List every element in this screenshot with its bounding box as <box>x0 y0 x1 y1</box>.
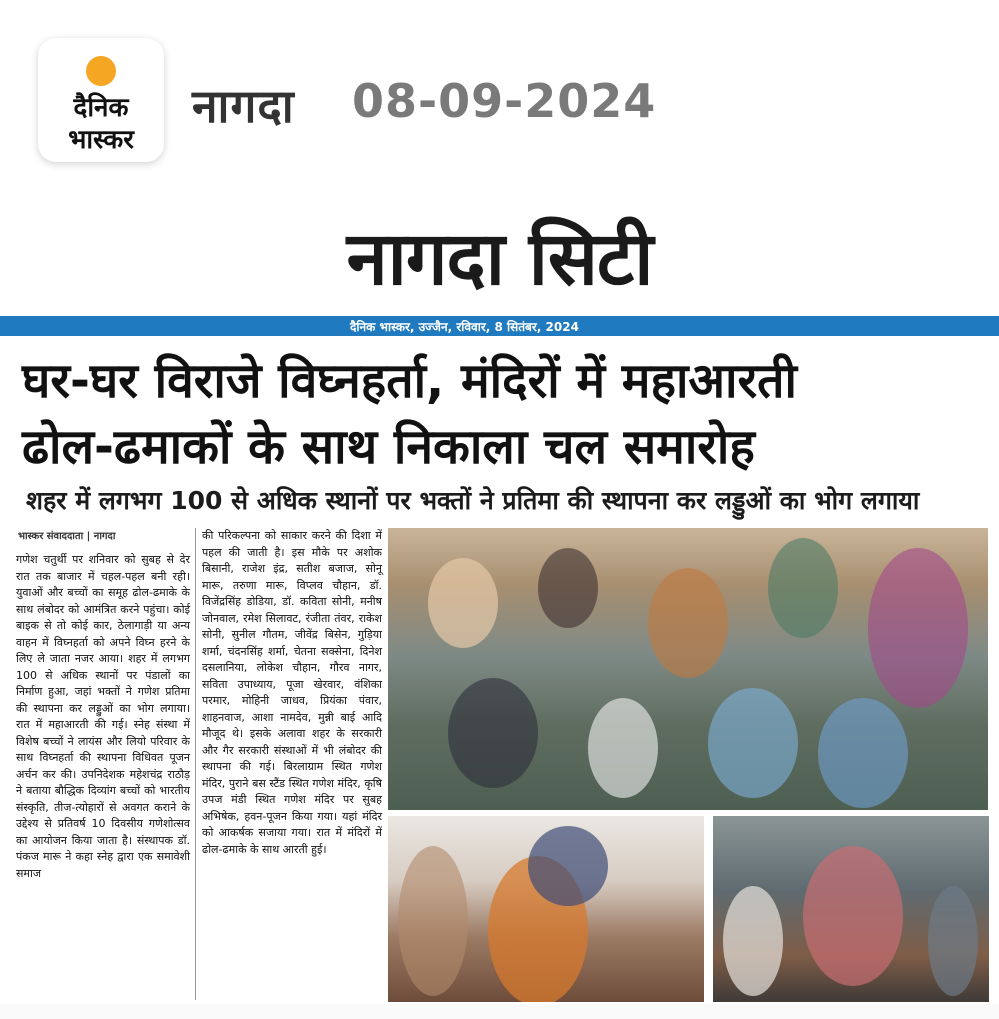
page-bottom-edge <box>0 1004 999 1019</box>
logo-sun-icon <box>86 56 116 86</box>
page-dateline: दैनिक भास्कर, उज्जैन, रविवार, 8 सितंबर, 2024 <box>350 320 579 334</box>
ganesh-idol-street-photo <box>388 816 704 1002</box>
headline-line-2: ढोल-ढमाकों के साथ निकाला चल समारोह <box>22 419 755 475</box>
article-column-1: गणेश चतुर्थी पर शनिवार को सुबह से देर रात तक बाजार में चहल-पहल बनी रही। युवाओं और बच्चों का समूह ढोल-ढमाके के साथ लंबोदर को आमंत्रित करने पहुंचा। कोई बाइक से तो कोई कार, ठेलागाड़ी या अन्य वाहन में विघ्नहर्ता को अपने विघ्न हरने के लिए ले जाता नजर आया। शहर में लगभग 100 से अधिक स्थानों पर पंडालों का निर्माण हुआ, जहां भक्तों ने गणेश प्रतिमा की स्थापना कर लड्डुओं का भोग लगाया। रात में महाआरती की गई। स्नेह संस्था में विशेष बच्चों ने लायंस और लियो परिवार के साथ विघ्नहर्ता की स्थापना विधिवत पूजन अर्चन कर की। उपनिदेशक महेशचंद्र राठौड़ ने बताया बौद्धिक दिव्यांग बच्चों को भारतीय संस्कृति, तीज-त्योहारों से अवगत कराने के उद्देश्य से प्रतिवर्ष 10 दिवसीय गणेशोत्सव का आयोजन किया जाता है। संस्थापक डॉ. पंकज मारू ने कहा स्नेह द्वारा एक समावेशी समाज <box>16 553 190 880</box>
edition-date: 08-09-2024 <box>352 74 657 128</box>
column-divider <box>195 528 196 1000</box>
dainik-bhaskar-logo[interactable] <box>38 38 164 162</box>
group-photo-children <box>388 528 988 810</box>
headline-line-1: घर-घर विराजे विघ्नहर्ता, मंदिरों में महाआरती <box>22 353 797 409</box>
subheadline: शहर में लगभग 100 से अधिक स्थानों पर भक्तों ने प्रतिमा की स्थापना कर लड्डुओं का भोग लगाया <box>26 486 920 515</box>
logo-text-line1: दैनिक <box>73 93 129 123</box>
edition-city: नागदा <box>192 79 295 133</box>
page-masthead: नागदा सिटी <box>346 216 653 302</box>
app-header <box>0 0 999 200</box>
logo-text-line2: भास्कर <box>68 125 134 155</box>
ganesh-idol-truck-photo <box>713 816 989 1002</box>
article-column-2: की परिकल्पना को साकार करने की दिशा में पहल की जाती है। इस मौके पर अशोक बिसानी, राजेश इंद्र, सतीश बजाज, सोनू मारू, तरुणा मारू, विप्लव चौहान, डॉ. विजेंद्रसिंह डोडिया, डॉ. कविता सोनी, मनीष जोनवाल, रमेश सिलावट, रंजीता तंवर, राकेश सोनी, सुनील गौतम, जीवेंद्र बिसेन, गुड़िया शर्मा, चंदनसिंह शर्मा, चेतना सक्सेना, दिनेश दसलानिया, लोकेश चौहान, गौरव नागर, सविता उपाध्याय, पूजा खेरवार, वंशिका परमार, मोहिनी जाधव, प्रियंका पंवार, शाहनवाज, आशा नामदेव, मुन्नी बाई आदि मौजूद थे। इसके अलावा शहर के सरकारी और गैर सरकारी संस्थाओं में भी लंबोदर की स्थापना की गई। बिरलाग्राम स्थित गणेश मंदिर, पुराने बस स्टैंड स्थित गणेश मंदिर, कृषि उपज मंडी स्थित गणेश मंदिर पर सुबह अभिषेक, हवन-पूजन किया गया। यहां मंदिर को आकर्षक सजाया गया। रात में मंदिरों में ढोल-ढमाके के साथ आरती हुई। <box>202 529 382 856</box>
byline: भास्कर संवाददाता | नागदा <box>18 531 116 542</box>
